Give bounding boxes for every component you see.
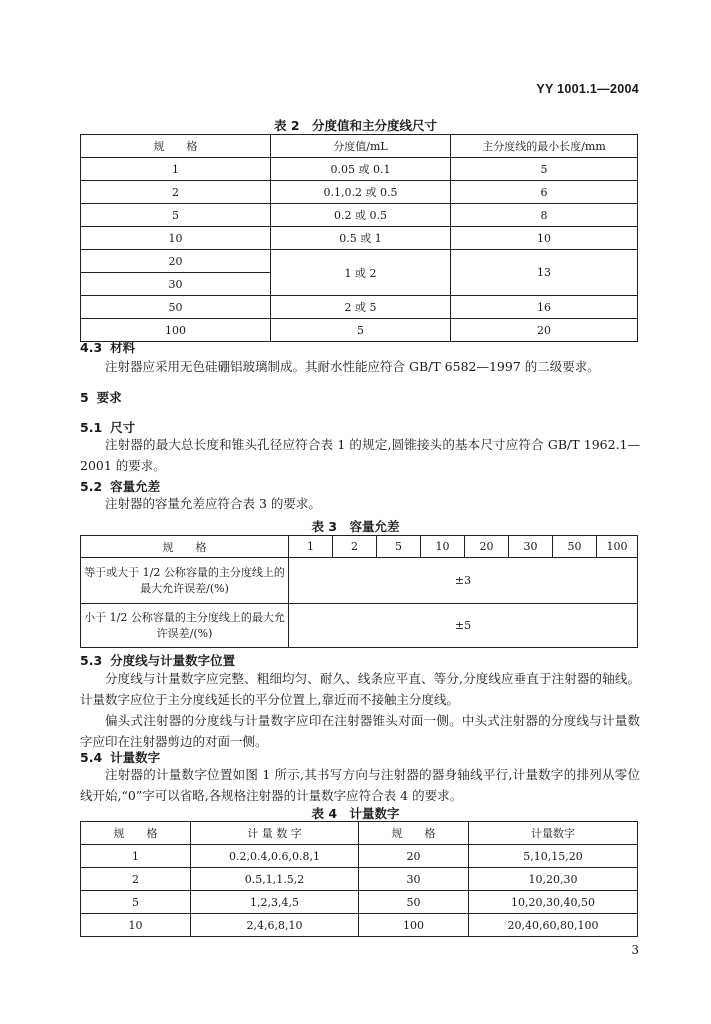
- table-cell: 2,4,6,8,10: [191, 914, 359, 937]
- table-row: [81, 296, 638, 319]
- table-row: [81, 914, 638, 937]
- table-header-row: [81, 536, 638, 558]
- table-cell: 1 或 2: [271, 250, 451, 296]
- header-cell: 分度值/mL: [271, 135, 451, 158]
- table-row: [81, 227, 638, 250]
- table-row: [81, 604, 638, 648]
- section-number: 5.3: [80, 653, 103, 668]
- table-cell: 20: [359, 845, 469, 868]
- size-cell: 100: [597, 536, 638, 558]
- section-number: 5.2: [80, 479, 103, 494]
- section-5-1-text: 注射器的最大总长度和锥头孔径应符合表 1 的规定,圆锥接头的基本尺寸应符合 GB/T 1962.1—2001 的要求。: [80, 437, 640, 473]
- table-2-caption: 表 2 分度值和主分度线尺寸: [273, 118, 438, 133]
- table-cell: 10,20,30,40,50: [469, 891, 638, 914]
- size-cell: 1: [289, 536, 333, 558]
- table-cell: 5: [271, 319, 451, 342]
- table-3: [80, 535, 638, 648]
- table-cell: 0.2,0.4,0.6,0.8,1: [191, 845, 359, 868]
- size-cell: 20: [465, 536, 509, 558]
- table-cell: 30: [81, 273, 271, 296]
- page-number: 3: [631, 943, 639, 957]
- table-cell: 100: [359, 914, 469, 937]
- section-5-3-text-2: 偏头式注射器的分度线与计量数字应印在注射器锥头对面一侧。中头式注射器的分度线与计量数字应印在注射器剪边的对面一侧。: [80, 713, 640, 749]
- document-id: YY 1001.1—2004: [536, 82, 639, 96]
- section-title: 计量数字: [110, 750, 161, 765]
- row-label: 小于 1/2 公称容量的主分度线上的最大允许误差/(%): [81, 604, 289, 648]
- header-cell: 规 格: [81, 536, 289, 558]
- table-cell: 2: [81, 181, 271, 204]
- table-cell: 50: [81, 296, 271, 319]
- table-cell: 10: [81, 227, 271, 250]
- table-cell: 5,10,15,20: [469, 845, 638, 868]
- section-number: 5.4: [80, 750, 103, 765]
- table-cell: 5: [81, 204, 271, 227]
- table-cell: 10: [81, 914, 191, 937]
- section-4-3-text: 注射器应采用无色硅硼铝玻璃制成。其耐水性能应符合 GB/T 6582—1997 的二级要求。: [105, 359, 600, 374]
- table-cell: 2 或 5: [271, 296, 451, 319]
- section-number: 4.3: [80, 340, 103, 355]
- table-row: [81, 181, 638, 204]
- section-5-3-heading: [80, 651, 235, 669]
- table-4: [80, 821, 638, 937]
- table-4-caption: 表 4 计量数字: [311, 806, 400, 821]
- table-row: [81, 204, 638, 227]
- table-cell: ±5: [289, 604, 638, 648]
- header-cell: 主分度线的最小长度/mm: [451, 135, 638, 158]
- table-cell: 1: [81, 158, 271, 181]
- section-5-heading: [80, 388, 122, 406]
- table-cell: 10,20,30: [469, 868, 638, 891]
- section-5-3-text-1: 分度线与计量数字应完整、粗细均匀、耐久、线条应平直、等分,分度线应垂直于注射器的轴线。计量数字应位于主分度线延长的平分位置上,靠近而不接触主分度线。: [80, 671, 640, 707]
- table-row: [81, 250, 638, 273]
- table-cell: 0.05 或 0.1: [271, 158, 451, 181]
- size-cell: 10: [421, 536, 465, 558]
- size-cell: 5: [377, 536, 421, 558]
- table-cell: 1: [81, 845, 191, 868]
- table-row: [81, 158, 638, 181]
- table-cell: 100: [81, 319, 271, 342]
- section-5-2-text: 注射器的容量允差应符合表 3 的要求。: [105, 496, 321, 511]
- section-title: 分度线与计量数字位置: [110, 653, 236, 668]
- table-3-caption: 表 3 容量允差: [311, 519, 400, 534]
- table-cell: 30: [359, 868, 469, 891]
- table-row: [81, 891, 638, 914]
- table-header-row: [81, 135, 638, 158]
- table-header-row: [81, 822, 638, 845]
- table-cell: 0.5,1,1.5,2: [191, 868, 359, 891]
- size-cell: 2: [333, 536, 377, 558]
- table-cell: 2: [81, 868, 191, 891]
- size-cell: 30: [509, 536, 553, 558]
- table-cell: 13: [451, 250, 638, 296]
- table-cell: 0.1,0.2 或 0.5: [271, 181, 451, 204]
- table-cell: 0.5 或 1: [271, 227, 451, 250]
- section-number: 5: [80, 390, 89, 405]
- header-cell: 计 量 数 字: [191, 822, 359, 845]
- section-number: 5.1: [80, 420, 103, 435]
- section-title: 容量允差: [110, 479, 161, 494]
- table-cell: 50: [359, 891, 469, 914]
- table-cell: 20,40,60,80,100: [469, 914, 638, 937]
- table-row: [81, 845, 638, 868]
- table-cell: 8: [451, 204, 638, 227]
- size-cell: 50: [553, 536, 597, 558]
- section-4-3-heading: [80, 338, 135, 356]
- table-cell: 10: [451, 227, 638, 250]
- section-title: 材料: [110, 340, 136, 355]
- table-cell: 5: [451, 158, 638, 181]
- header-cell: 规 格: [81, 135, 271, 158]
- section-title: 尺寸: [110, 420, 136, 435]
- header-cell: 规 格: [359, 822, 469, 845]
- table-row: [81, 868, 638, 891]
- table-cell: 20: [81, 250, 271, 273]
- table-cell: 20: [451, 319, 638, 342]
- table-2: [80, 134, 638, 342]
- header-cell: 计量数字: [469, 822, 638, 845]
- table-cell: ±3: [289, 558, 638, 604]
- section-title: 要求: [96, 390, 122, 405]
- header-cell: 规 格: [81, 822, 191, 845]
- table-cell: 1,2,3,4,5: [191, 891, 359, 914]
- table-row: [81, 319, 638, 342]
- table-row: [81, 558, 638, 604]
- row-label: 等于或大于 1/2 公称容量的主分度线上的最大允许误差/(%): [81, 558, 289, 604]
- table-cell: 5: [81, 891, 191, 914]
- table-cell: 16: [451, 296, 638, 319]
- table-cell: 6: [451, 181, 638, 204]
- table-cell: 0.2 或 0.5: [271, 204, 451, 227]
- section-5-4-text: 注射器的计量数字位置如图 1 所示,其书写方向与注射器的器身轴线平行,计量数字的排列从零位线开始,“0”字可以省略,各规格注射器的计量数字应符合表 4 的要求。: [80, 767, 640, 803]
